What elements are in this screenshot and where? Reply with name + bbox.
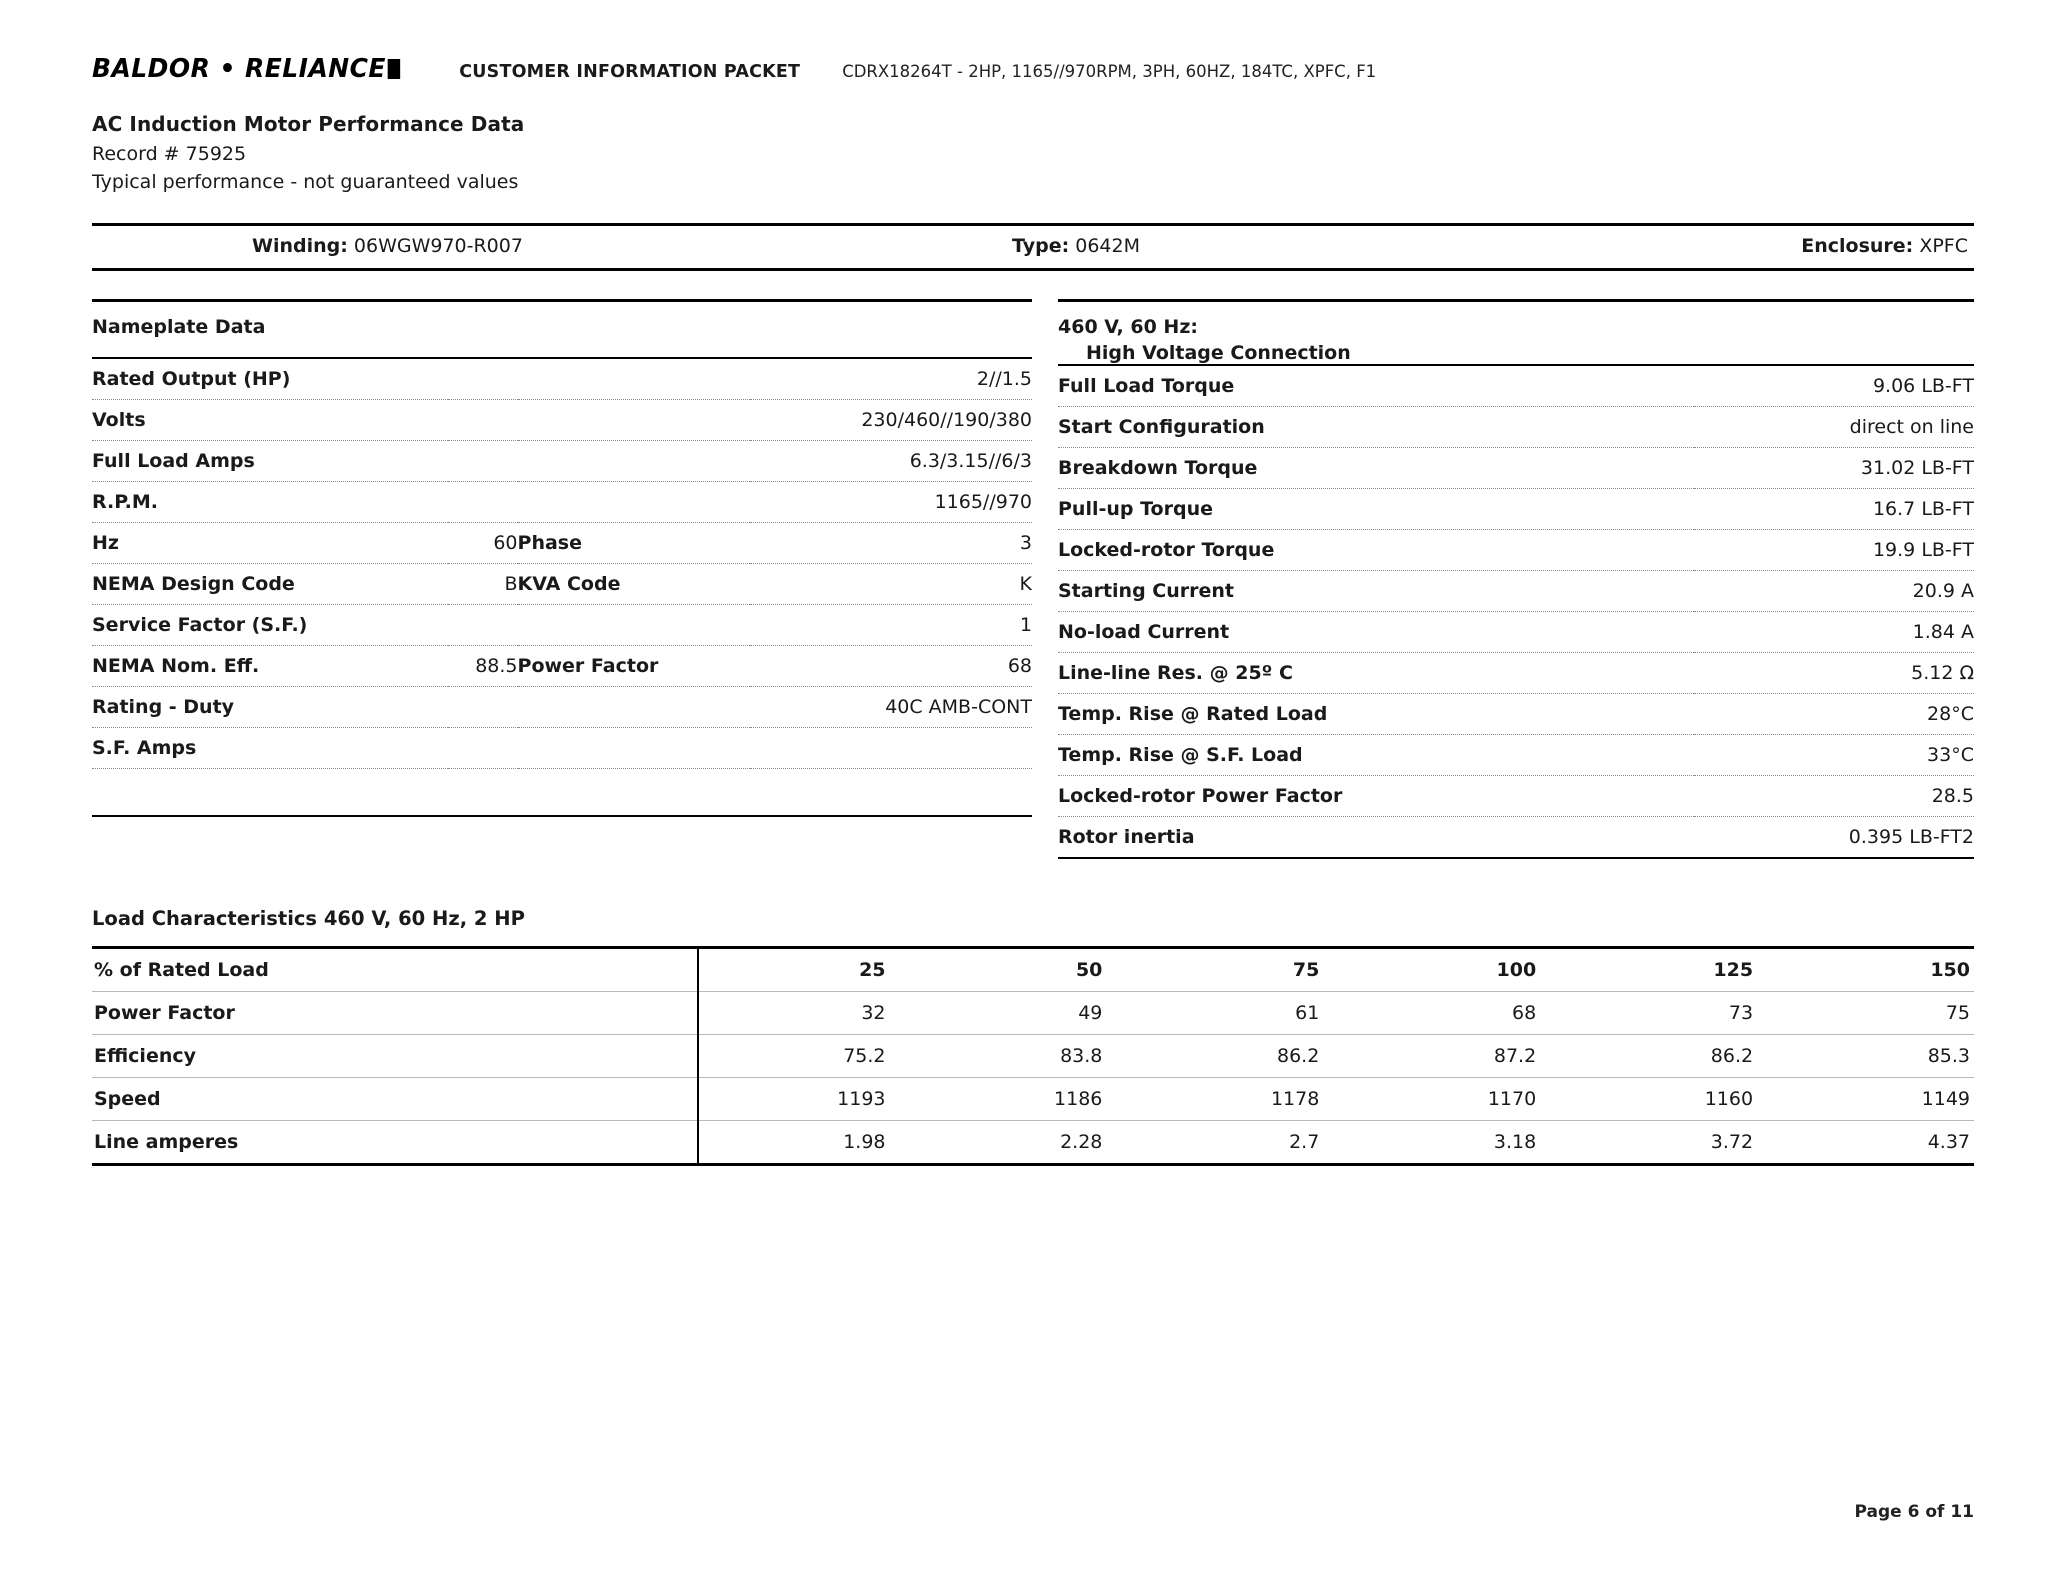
table-row [92, 646, 1032, 687]
nameplate-table-wrap [92, 357, 1032, 815]
page-footer: Page 6 of 11 [1854, 1502, 1974, 1522]
connection-key: Starting Current [1058, 571, 1694, 612]
table-row [92, 564, 1032, 605]
nameplate-key: Rating - Duty [92, 687, 448, 728]
connection-key: Rotor inertia [1058, 826, 1195, 848]
winding-summary-bar [92, 223, 1974, 271]
nameplate-mid-value: 60 [448, 523, 518, 564]
connection-key: Temp. Rise @ S.F. Load [1058, 735, 1694, 776]
nameplate-mid-value [448, 687, 518, 728]
nameplate-key2 [518, 482, 751, 523]
connection-key: Line-line Res. @ 25º C [1058, 653, 1694, 694]
connection-value: 9.06 LB-FT [1694, 366, 1974, 407]
load-characteristics-table [92, 946, 1974, 1166]
nameplate-key2 [518, 687, 751, 728]
connection-value: 20.9 A [1694, 571, 1974, 612]
load-cell: 1149 [1783, 1078, 1974, 1121]
nameplate-value [750, 728, 1032, 769]
connection-key: Locked-rotor Torque [1058, 530, 1694, 571]
nameplate-key: Full Load Amps [92, 441, 448, 482]
data-columns [92, 299, 1974, 859]
table-row [1058, 776, 1974, 817]
load-cell: 49 [916, 992, 1133, 1035]
model-description: CDRX18264T - 2HP, 1165//970RPM, 3PH, 60HZ, 184TC, XPFC, F1 [842, 62, 1377, 81]
load-cell: 4.37 [1927, 1131, 1970, 1153]
brand-text: BALDOR • RELIANCE [92, 54, 386, 84]
load-cell: 75 [1783, 992, 1974, 1035]
nameplate-value: 2//1.5 [750, 359, 1032, 400]
load-cell: 68 [1349, 992, 1566, 1035]
nameplate-value: 68 [750, 646, 1032, 687]
type-value: 0642M [1075, 235, 1140, 257]
load-cell: 73 [1566, 992, 1783, 1035]
nameplate-mid-value [448, 400, 518, 441]
nameplate-value: 6.3/3.15//6/3 [750, 441, 1032, 482]
load-row-label: Power Factor [92, 992, 698, 1035]
table-row [92, 441, 1032, 482]
load-cell: 87.2 [1349, 1035, 1566, 1078]
table-row [1058, 448, 1974, 489]
table-row [92, 605, 1032, 646]
nameplate-key: NEMA Design Code [92, 564, 448, 605]
packet-title: CUSTOMER INFORMATION PACKET [459, 62, 801, 82]
connection-key: Start Configuration [1058, 407, 1694, 448]
disclaimer-text: Typical performance - not guaranteed values [92, 171, 519, 193]
table-row [92, 992, 1974, 1035]
nameplate-mid-value [448, 728, 518, 769]
spacer-cell [92, 769, 1032, 816]
load-column-header: 150 [1783, 948, 1974, 992]
connection-key: Breakdown Torque [1058, 448, 1694, 489]
winding-value: 06WGW970-R007 [353, 235, 523, 257]
table-row [92, 400, 1032, 441]
nameplate-key2 [518, 441, 751, 482]
connection-heading [1058, 299, 1974, 364]
nameplate-key: R.P.M. [92, 482, 448, 523]
winding-label: Winding: [252, 235, 348, 257]
load-cell: 3.18 [1493, 1131, 1537, 1153]
nameplate-heading: Nameplate Data [92, 299, 1032, 357]
load-cell: 86.2 [1566, 1035, 1783, 1078]
connection-key: Pull-up Torque [1058, 489, 1694, 530]
connection-heading-line1: 460 V, 60 Hz: [1058, 316, 1198, 338]
load-row-label: Speed [92, 1078, 698, 1121]
connection-value: 31.02 LB-FT [1694, 448, 1974, 489]
nameplate-key2: KVA Code [518, 564, 751, 605]
record-number: Record # 75925 [92, 143, 247, 165]
table-row [92, 523, 1032, 564]
table-row [1058, 612, 1974, 653]
nameplate-key2 [518, 400, 751, 441]
nameplate-section [92, 299, 1032, 859]
nameplate-mid-value [448, 605, 518, 646]
load-cell: 1.98 [843, 1131, 886, 1153]
table-row [92, 728, 1032, 769]
table-row [92, 1035, 1974, 1078]
load-cell: 83.8 [916, 1035, 1133, 1078]
connection-value: 1.84 A [1694, 612, 1974, 653]
load-column-header: 25 [698, 948, 916, 992]
load-row-label: Efficiency [92, 1035, 698, 1078]
connection-value: direct on line [1694, 407, 1974, 448]
connection-key: Temp. Rise @ Rated Load [1058, 694, 1694, 735]
load-cell: 61 [1132, 992, 1349, 1035]
nameplate-key2: Phase [518, 523, 751, 564]
load-cell: 3.72 [1710, 1131, 1754, 1153]
page-title: AC Induction Motor Performance Data [92, 112, 525, 136]
baldor-reliance-logo [92, 54, 400, 84]
load-column-header: 50 [916, 948, 1133, 992]
load-row-label: Line amperes [92, 1121, 698, 1165]
brand-square-icon [388, 59, 400, 79]
connection-value: 16.7 LB-FT [1694, 489, 1974, 530]
table-row [1058, 530, 1974, 571]
table-row [92, 359, 1032, 400]
nameplate-value: 1 [750, 605, 1032, 646]
nameplate-value: 40C AMB-CONT [750, 687, 1032, 728]
nameplate-value: 3 [750, 523, 1032, 564]
nameplate-value: K [750, 564, 1032, 605]
nameplate-key: Volts [92, 400, 448, 441]
enclosure-value: XPFC [1919, 235, 1968, 257]
nameplate-mid-value: 88.5 [448, 646, 518, 687]
enclosure-label: Enclosure: [1801, 235, 1914, 257]
load-cell: 1160 [1566, 1078, 1783, 1121]
type-cell [772, 235, 1392, 257]
winding-cell [92, 235, 772, 257]
nameplate-key2 [518, 359, 751, 400]
table-header-row [92, 948, 1974, 992]
type-label: Type: [1012, 235, 1070, 257]
nameplate-key: Hz [92, 523, 448, 564]
connection-value: 28.5 [1694, 776, 1974, 817]
nameplate-bottom-rule [92, 815, 1032, 817]
nameplate-mid-value [448, 441, 518, 482]
nameplate-table [92, 359, 1032, 815]
nameplate-value: 1165//970 [750, 482, 1032, 523]
table-row [1058, 653, 1974, 694]
connection-table [1058, 366, 1974, 857]
load-cell: 2.7 [1289, 1131, 1320, 1153]
load-cell: 32 [698, 992, 916, 1035]
table-row [92, 687, 1032, 728]
table-row [92, 1078, 1974, 1121]
load-characteristics-title: Load Characteristics 460 V, 60 Hz, 2 HP [92, 907, 525, 930]
nameplate-key2 [518, 728, 751, 769]
nameplate-key: S.F. Amps [92, 728, 448, 769]
enclosure-cell [1392, 235, 1974, 257]
nameplate-key: NEMA Nom. Eff. [92, 646, 448, 687]
load-header-label: % of Rated Load [92, 948, 698, 992]
connection-key: Full Load Torque [1058, 366, 1694, 407]
load-cell: 85.3 [1783, 1035, 1974, 1078]
nameplate-key2 [518, 605, 751, 646]
table-row [92, 482, 1032, 523]
table-row [1058, 407, 1974, 448]
table-row [1058, 366, 1974, 407]
connection-bottom-rule [1058, 857, 1974, 859]
load-cell: 1186 [916, 1078, 1133, 1121]
connection-heading-line2: High Voltage Connection [1086, 342, 1351, 364]
connection-section [1058, 299, 1974, 859]
connection-value: 5.12 Ω [1694, 653, 1974, 694]
nameplate-key: Service Factor (S.F.) [92, 605, 448, 646]
load-cell: 2.28 [1060, 1131, 1103, 1153]
nameplate-value: 230/460//190/380 [750, 400, 1032, 441]
load-cell: 1193 [698, 1078, 916, 1121]
load-cell: 1170 [1349, 1078, 1566, 1121]
page-header [92, 54, 1974, 88]
nameplate-mid-value [448, 359, 518, 400]
load-column-header: 75 [1132, 948, 1349, 992]
connection-value: 28°C [1694, 694, 1974, 735]
load-cell: 1178 [1132, 1078, 1349, 1121]
load-column-header: 125 [1566, 948, 1783, 992]
nameplate-mid-value: B [448, 564, 518, 605]
connection-key: No-load Current [1058, 612, 1694, 653]
load-column-header: 100 [1349, 948, 1566, 992]
table-row [1058, 735, 1974, 776]
connection-value: 0.395 LB-FT2 [1848, 826, 1974, 848]
connection-table-wrap [1058, 364, 1974, 857]
nameplate-key2: Power Factor [518, 646, 751, 687]
load-cell: 86.2 [1132, 1035, 1349, 1078]
connection-key: Locked-rotor Power Factor [1058, 776, 1694, 817]
connection-value: 33°C [1694, 735, 1974, 776]
connection-value: 19.9 LB-FT [1694, 530, 1974, 571]
table-row [1058, 489, 1974, 530]
load-table-head [92, 948, 1974, 992]
nameplate-mid-value [448, 482, 518, 523]
table-row [1058, 817, 1974, 858]
table-row [1058, 694, 1974, 735]
load-table-body [92, 992, 1974, 1165]
table-spacer-row [92, 769, 1032, 816]
table-row [92, 1121, 1974, 1165]
table-row [1058, 571, 1974, 612]
load-cell: 75.2 [698, 1035, 916, 1078]
nameplate-key: Rated Output (HP) [92, 359, 448, 400]
